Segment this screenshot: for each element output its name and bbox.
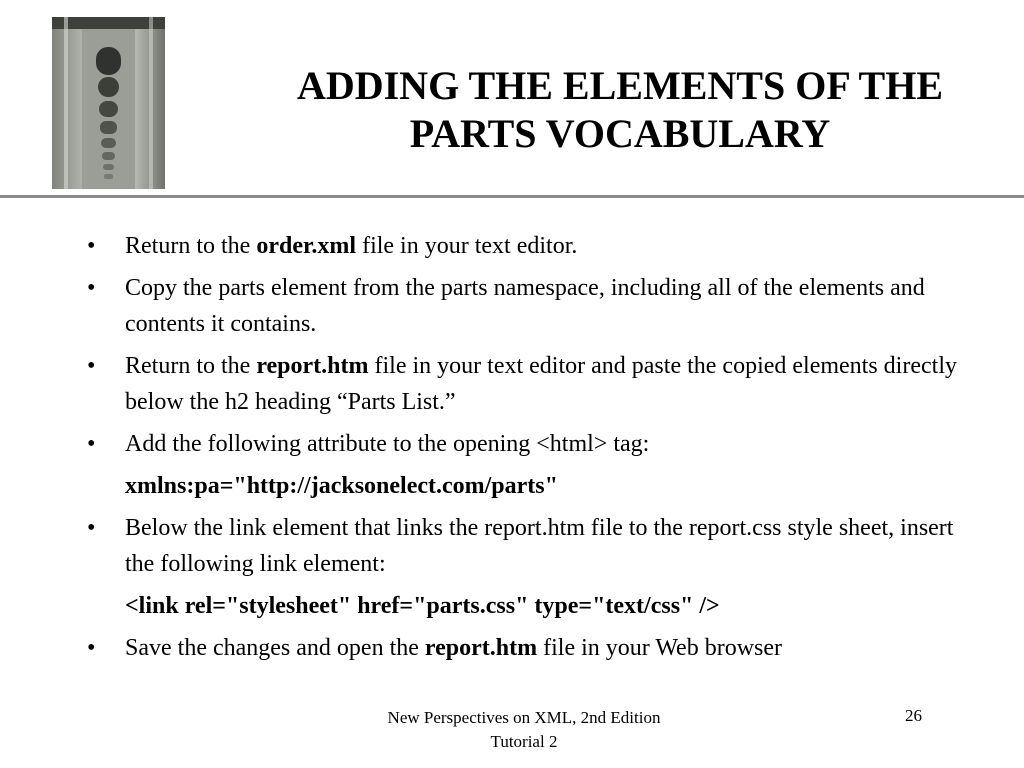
list-item	[87, 348, 987, 420]
list-item	[87, 270, 987, 342]
code-text: xmlns:pa="http://jacksonelect.com/parts"	[125, 473, 558, 499]
filename-report-htm: report.htm	[424, 635, 538, 661]
list-item-text: Copy the parts element from the parts namespace, including all of the elements and contents it contains.	[125, 275, 925, 337]
list-item-text: Below the link element that links the report.htm file to the report.css style sheet, insert the following link element:	[125, 515, 954, 577]
list-item	[87, 426, 987, 462]
list-item-text: Save the changes and open the	[125, 635, 425, 661]
list-item	[87, 510, 987, 582]
code-line-namespace	[87, 468, 987, 504]
filename-order-xml: order.xml	[256, 233, 357, 259]
code-line-link	[87, 588, 987, 624]
bridge-photo	[52, 17, 165, 189]
list-item-text: file in your text editor and paste the copied elements directly below the h2 heading “Parts List.”	[125, 353, 957, 415]
slide-title-line-2: PARTS VOCABULARY	[409, 111, 831, 156]
footer	[324, 706, 724, 754]
slide-title-line-1: ADDING THE ELEMENTS OF THE	[296, 63, 944, 108]
code-text: <link rel="stylesheet" href="parts.css" type="text/css" />	[125, 593, 720, 619]
title-divider	[0, 195, 1024, 198]
slide-title	[230, 62, 1010, 158]
footer-book-title: New Perspectives on XML, 2nd Edition	[387, 708, 661, 727]
list-item-text: file in your Web browser	[537, 635, 783, 661]
list-item-text: Return to the	[125, 353, 257, 379]
list-item	[87, 228, 987, 264]
page-number: 26	[905, 706, 922, 725]
filename-report-htm: report.htm	[256, 353, 369, 379]
bullet-list	[87, 228, 987, 672]
bridge-photo-graphic	[52, 17, 165, 189]
list-item-text: file in your text editor.	[356, 233, 578, 259]
footer-tutorial: Tutorial 2	[490, 732, 558, 751]
list-item-text: Add the following attribute to the opening <html> tag:	[125, 431, 650, 457]
list-item-text: Return to the	[125, 233, 257, 259]
list-item	[87, 630, 987, 666]
